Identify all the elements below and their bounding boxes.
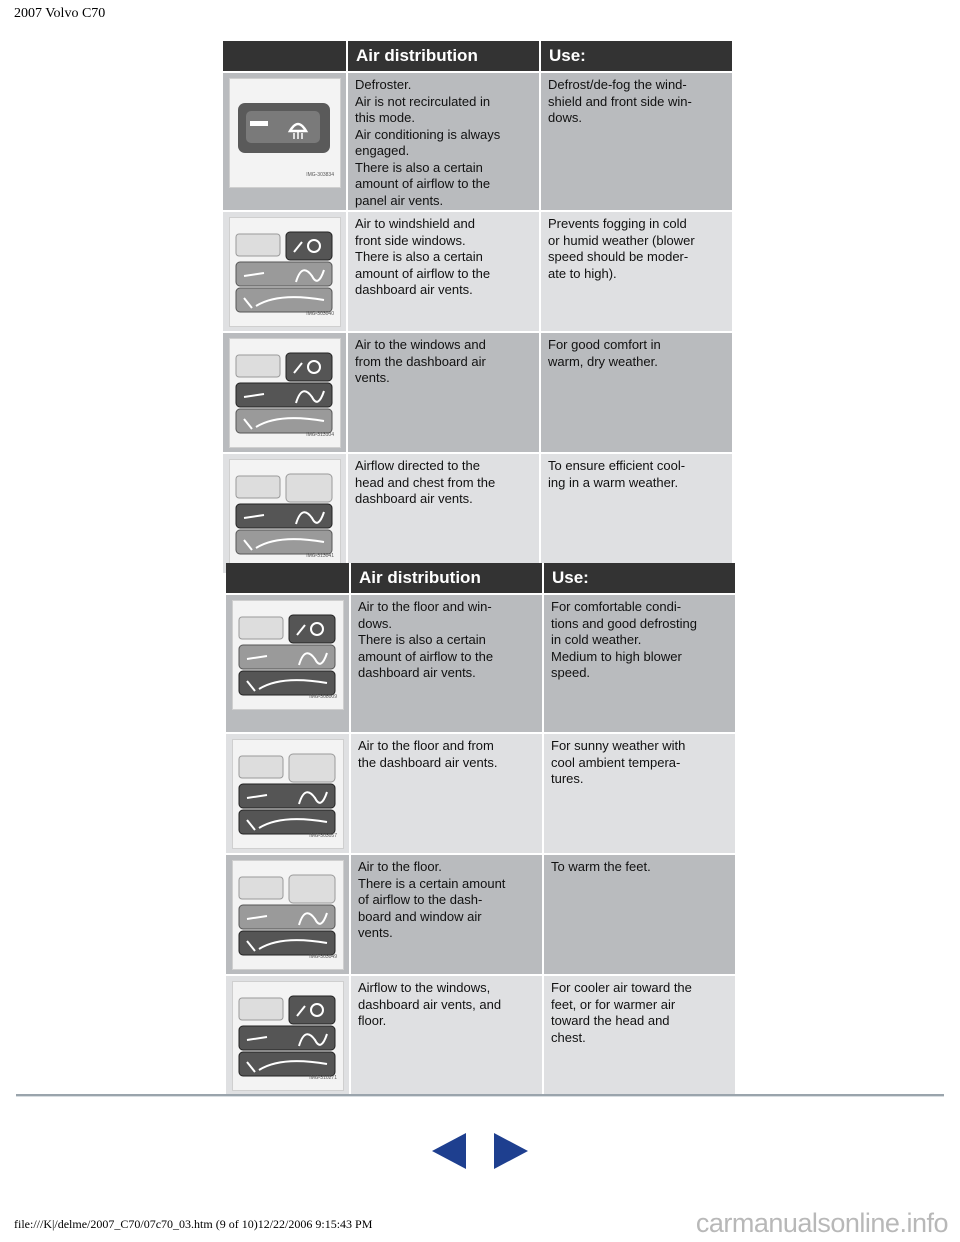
next-page-button[interactable]	[494, 1133, 528, 1174]
table-header-row	[223, 41, 732, 72]
text-line: ing in a warm weather.	[548, 474, 679, 490]
text-line: tions and good defrosting	[551, 615, 697, 631]
text-line: in cold weather.	[551, 632, 642, 647]
text-line: dashboard air vents.	[355, 491, 473, 506]
image-cell	[226, 975, 350, 1096]
text-line: For cooler air toward the	[551, 980, 692, 995]
text-line: toward the head and	[551, 1013, 670, 1028]
distribution-cell	[350, 975, 543, 1096]
arrow-left-icon	[432, 1133, 466, 1169]
head-chest-vent-illustration	[229, 459, 341, 569]
text-line: the dashboard air vents.	[358, 754, 498, 770]
previous-page-button[interactable]	[432, 1133, 466, 1174]
text-line: Defrost/de-fog the wind-	[548, 77, 687, 92]
windows-dashboard-vent-illustration	[229, 338, 341, 448]
table-row	[223, 72, 732, 211]
table-row	[226, 733, 735, 854]
text-line: There is a certain amount	[358, 875, 506, 891]
text-line: vents.	[358, 925, 393, 940]
image-cell	[223, 332, 347, 453]
text-line: vents.	[355, 370, 390, 385]
text-line: Air to the floor.	[358, 859, 442, 874]
text-line: For good comfort in	[548, 337, 661, 352]
image-code: IMG-308009	[309, 693, 337, 700]
use-cell	[540, 332, 732, 453]
text-line: To ensure efficient cool-	[548, 458, 686, 473]
image-cell	[226, 594, 350, 733]
image-code: IMG-303040	[306, 310, 334, 317]
air-distribution-table-1	[223, 41, 732, 575]
page-title: 2007 Volvo C70	[14, 6, 106, 21]
use-cell	[543, 854, 735, 975]
text-line: Air conditioning is always	[355, 126, 501, 142]
text-line: dashboard air vents, and	[358, 996, 502, 1012]
distribution-cell	[347, 453, 540, 574]
table-row	[223, 453, 732, 574]
distribution-cell	[347, 72, 540, 211]
use-header: Use:	[540, 41, 732, 72]
text-line: or humid weather (blower	[548, 232, 695, 248]
distribution-cell	[350, 733, 543, 854]
windows-dashboard-floor-vent-illustration	[232, 981, 344, 1091]
text-line: speed should be moder-	[548, 249, 689, 264]
distribution-cell	[350, 594, 543, 733]
text-line: tures.	[551, 771, 584, 786]
text-line: front side windows.	[355, 232, 466, 248]
air-distribution-header: Air distribution	[350, 563, 543, 594]
text-line: dows.	[358, 615, 392, 631]
text-line: Airflow to the windows,	[358, 980, 491, 995]
use-cell	[543, 975, 735, 1096]
image-code: IMG-303834	[306, 171, 334, 178]
text-line: amount of airflow to the	[358, 648, 494, 664]
text-line: ate to high).	[548, 265, 617, 281]
text-line: Airflow directed to the	[355, 458, 481, 473]
text-line: For comfortable condi-	[551, 599, 682, 614]
text-line: Air to the floor and win-	[358, 599, 492, 614]
text-line: Defroster.	[355, 77, 412, 92]
distribution-cell	[347, 332, 540, 453]
image-code: IMG-313041	[306, 552, 334, 559]
floor-dashboard-vent-illustration	[232, 739, 344, 849]
table-row	[223, 211, 732, 332]
image-code: IMG-313104	[306, 431, 334, 438]
text-line: floor.	[358, 1013, 387, 1028]
table-row	[226, 975, 735, 1096]
image-cell	[223, 211, 347, 332]
use-cell	[540, 72, 732, 211]
text-line: chest.	[551, 1029, 586, 1045]
floor-vent-illustration	[232, 860, 344, 970]
text-line: cool ambient tempera-	[551, 754, 681, 770]
text-line: To warm the feet.	[551, 859, 651, 874]
text-line: For sunny weather with	[551, 738, 686, 753]
image-code: IMG-310271	[309, 1074, 337, 1081]
defroster-button-illustration	[229, 78, 341, 188]
use-cell	[543, 594, 735, 733]
table-row	[226, 594, 735, 733]
use-cell	[543, 733, 735, 854]
image-cell	[226, 854, 350, 975]
text-line: Air to the windows and	[355, 337, 486, 352]
text-line: panel air vents.	[355, 192, 444, 208]
table-header-row	[226, 563, 735, 594]
text-line: engaged.	[355, 143, 410, 158]
text-line: amount of airflow to the	[355, 265, 491, 281]
blank-header	[226, 563, 350, 594]
use-header: Use:	[543, 563, 735, 594]
air-distribution-table-2	[226, 563, 735, 1097]
text-line: of airflow to the dash-	[358, 892, 483, 907]
text-line: dows.	[548, 110, 582, 125]
text-line: feet, or for warmer air	[551, 996, 676, 1012]
use-cell	[540, 453, 732, 574]
blank-header	[223, 41, 347, 72]
text-line: There is also a certain	[358, 632, 486, 647]
table-row	[226, 854, 735, 975]
distribution-cell	[347, 211, 540, 332]
text-line: Medium to high blower	[551, 648, 682, 664]
image-cell	[226, 733, 350, 854]
use-cell	[540, 211, 732, 332]
text-line: amount of airflow to the	[355, 176, 491, 191]
text-line: dashboard air vents.	[355, 282, 473, 297]
table-row	[223, 332, 732, 453]
text-line: this mode.	[355, 110, 415, 125]
text-line: warm, dry weather.	[548, 353, 658, 369]
text-line: board and window air	[358, 908, 482, 924]
text-line: Prevents fogging in cold	[548, 216, 687, 231]
text-line: speed.	[551, 665, 591, 680]
text-line: There is also a certain	[355, 249, 483, 264]
image-cell	[223, 72, 347, 211]
text-line: Air to the floor and from	[358, 738, 494, 753]
text-line: shield and front side win-	[548, 93, 692, 109]
image-code: IMG-303049	[309, 953, 337, 960]
text-line: dashboard air vents.	[358, 665, 476, 680]
horizontal-rule	[16, 1094, 944, 1097]
image-cell	[223, 453, 347, 574]
watermark: carmanualsonline.info	[695, 1208, 948, 1238]
distribution-cell	[350, 854, 543, 975]
text-line: from the dashboard air	[355, 353, 486, 369]
text-line: Air is not recirculated in	[355, 93, 491, 109]
arrow-right-icon	[494, 1133, 528, 1169]
air-distribution-header: Air distribution	[347, 41, 540, 72]
text-line: Air to windshield and	[355, 216, 475, 231]
windshield-windows-vent-illustration	[229, 217, 341, 327]
footer-file-path: file:///K|/delme/2007_C70/07c70_03.htm (9 of 10)12/22/2006 9:15:43 PM	[14, 1217, 373, 1231]
text-line: head and chest from the	[355, 474, 496, 490]
floor-windows-vent-illustration	[232, 600, 344, 710]
text-line: There is also a certain	[355, 159, 483, 175]
image-code: IMG-303057	[309, 832, 337, 839]
